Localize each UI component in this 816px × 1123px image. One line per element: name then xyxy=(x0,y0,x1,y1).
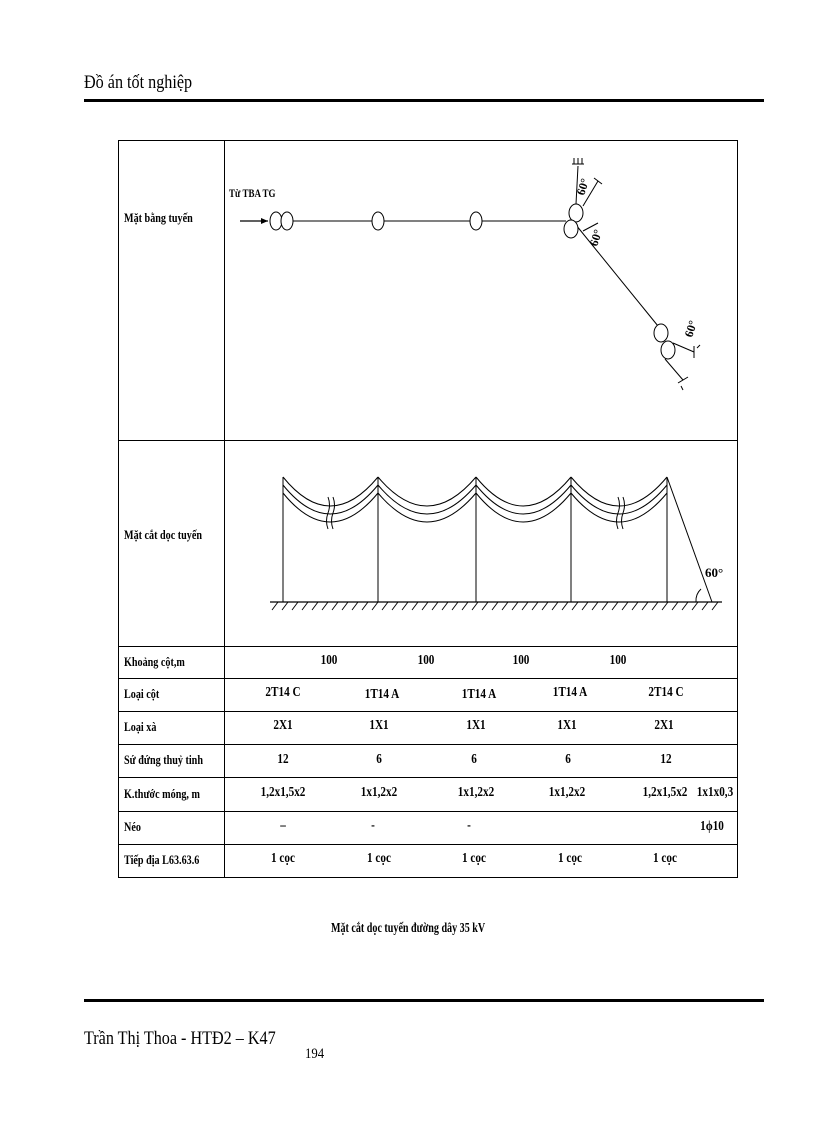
stay-value: – xyxy=(280,818,286,833)
row-label-pole-type: Loại cột xyxy=(124,686,160,701)
row-label-stay: Néo xyxy=(124,819,141,834)
grounding-value: 1 cọc xyxy=(653,851,677,866)
figure-caption xyxy=(0,921,816,937)
row-divider xyxy=(118,844,738,845)
header-rule xyxy=(84,99,764,102)
insulator-value: 6 xyxy=(471,752,477,767)
span-value: 100 xyxy=(320,653,338,668)
foundation-value: 1x1x0,3 xyxy=(696,785,734,800)
crossarm-value: 2X1 xyxy=(273,718,293,733)
footer-author: Trần Thị Thoa - HTĐ2 – K47 xyxy=(84,1028,276,1049)
row-divider xyxy=(118,777,738,778)
foundation-value: 1,2x1,5x2 xyxy=(642,785,688,800)
insulator-value: 12 xyxy=(277,752,289,767)
row-label-profile: Mặt cắt dọc tuyến xyxy=(124,527,203,542)
document-header-title: Đồ án tốt nghiệp xyxy=(84,72,193,93)
stay-angle-label: 60° xyxy=(705,565,724,580)
insulator-value: 6 xyxy=(565,752,571,767)
grounding-value: 1 cọc xyxy=(271,851,295,866)
angle-label: 60° xyxy=(681,318,701,339)
figure-caption-text: Mặt cắt dọc tuyến đường dây 35 kV xyxy=(330,921,486,936)
source-substation-label: Từ TBA TG xyxy=(229,187,276,201)
crossarm-value: 1X1 xyxy=(557,718,577,733)
row-divider xyxy=(118,744,738,745)
profile-view-drawing xyxy=(225,441,737,645)
row-label-insulator: Sứ đứng thuỷ tinh xyxy=(124,752,203,767)
row-label-foundation: K.thước móng, m xyxy=(124,786,200,801)
span-value: 100 xyxy=(609,653,627,668)
row-label-crossarm: Loại xà xyxy=(124,719,157,734)
pole-type-value: 1T14 A xyxy=(552,685,588,700)
grounding-value: 1 cọc xyxy=(367,851,391,866)
stay-value: - xyxy=(467,818,471,833)
insulator-value: 6 xyxy=(376,752,382,767)
row-divider xyxy=(118,678,738,679)
row-label-grounding: Tiếp địa L63.63.6 xyxy=(124,852,200,867)
crossarm-value: 1X1 xyxy=(369,718,389,733)
foundation-value: 1x1,2x2 xyxy=(457,785,495,800)
pole-type-value: 1T14 A xyxy=(461,687,497,702)
row-divider xyxy=(118,811,738,812)
crossarm-value: 2X1 xyxy=(654,718,674,733)
foundation-value: 1x1,2x2 xyxy=(548,785,586,800)
row-label-plan: Mặt bằng tuyến xyxy=(124,210,193,225)
span-value: 100 xyxy=(512,653,530,668)
pole-type-value: 1T14 A xyxy=(364,687,400,702)
foundation-value: 1,2x1,5x2 xyxy=(260,785,306,800)
plan-view-drawing xyxy=(225,141,737,439)
angle-label: 60° xyxy=(573,176,593,197)
footer-rule xyxy=(84,999,764,1002)
pole-type-value: 2T14 C xyxy=(648,685,684,700)
row-divider xyxy=(118,711,738,712)
grounding-value: 1 cọc xyxy=(558,851,582,866)
stay-value: - xyxy=(371,818,375,833)
span-value: 100 xyxy=(417,653,435,668)
row-label-span: Khoảng cột,m xyxy=(124,654,185,669)
grounding-value: 1 cọc xyxy=(462,851,486,866)
page-number: 194 xyxy=(305,1046,325,1062)
angle-label: 60° xyxy=(586,227,606,248)
crossarm-value: 1X1 xyxy=(466,718,486,733)
row-divider xyxy=(118,646,738,647)
foundation-value: 1x1,2x2 xyxy=(360,785,398,800)
insulator-value: 12 xyxy=(660,752,672,767)
stay-value: 1ϕ10 xyxy=(700,819,724,834)
pole-type-value: 2T14 C xyxy=(265,685,301,700)
